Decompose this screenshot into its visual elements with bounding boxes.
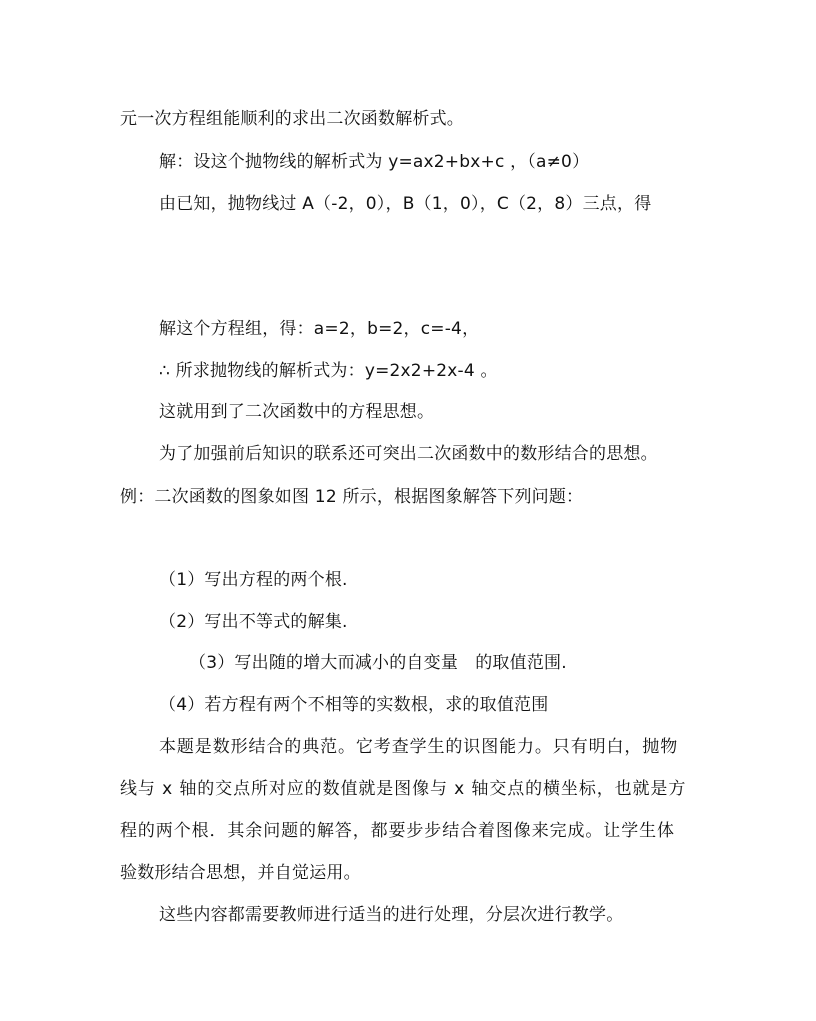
text-line-solve-system: 解这个方程组，得：a=2，b=2，c=-4， [159,319,480,339]
question-1: （1）写出方程的两个根. [159,570,348,590]
paragraph-line-3: 程的两个根．其余问题的解答，都要步步结合着图像来完成。让学生体 [120,821,675,841]
text-line-example-intro: 例：二次函数的图象如图 12 所示，根据图象解答下列问题： [120,487,584,507]
paragraph-line-1: 本题是数形结合的典范。它考查学生的识图能力。只有明白，抛物 [159,737,679,757]
question-3: （3）写出随的增大而减小的自变量 的取值范围. [189,653,567,673]
text-line-strengthen-connection: 为了加强前后知识的联系还可突出二次函数中的数形结合的思想。 [159,444,658,464]
text-line-solution-setup: 解：设这个抛物线的解析式为 y=ax2+bx+c ，（a≠0） [159,152,590,172]
question-2: （2）写出不等式的解集. [159,612,348,632]
text-line-continuation: 元一次方程组能顺利的求出二次函数解析式。 [120,109,464,129]
paragraph-line-2: 线与 x 轴的交点所对应的数值就是图像与 x 轴交点的横坐标，也就是方 [120,779,687,799]
text-line-result-expression: ∴ 所求抛物线的解析式为：y=2x2+2x-4 。 [159,361,498,381]
paragraph-line-4: 验数形结合思想，并自觉运用。 [120,863,361,883]
text-line-known-points: 由已知，抛物线过 A（-2，0），B（1，0），C（2，8）三点，得 [159,194,652,214]
closing-line: 这些内容都需要教师进行适当的进行处理，分层次进行教学。 [159,905,624,925]
text-line-equation-thought: 这就用到了二次函数中的方程思想。 [159,402,435,422]
question-4: （4）若方程有两个不相等的实数根，求的取值范围 [159,695,549,715]
